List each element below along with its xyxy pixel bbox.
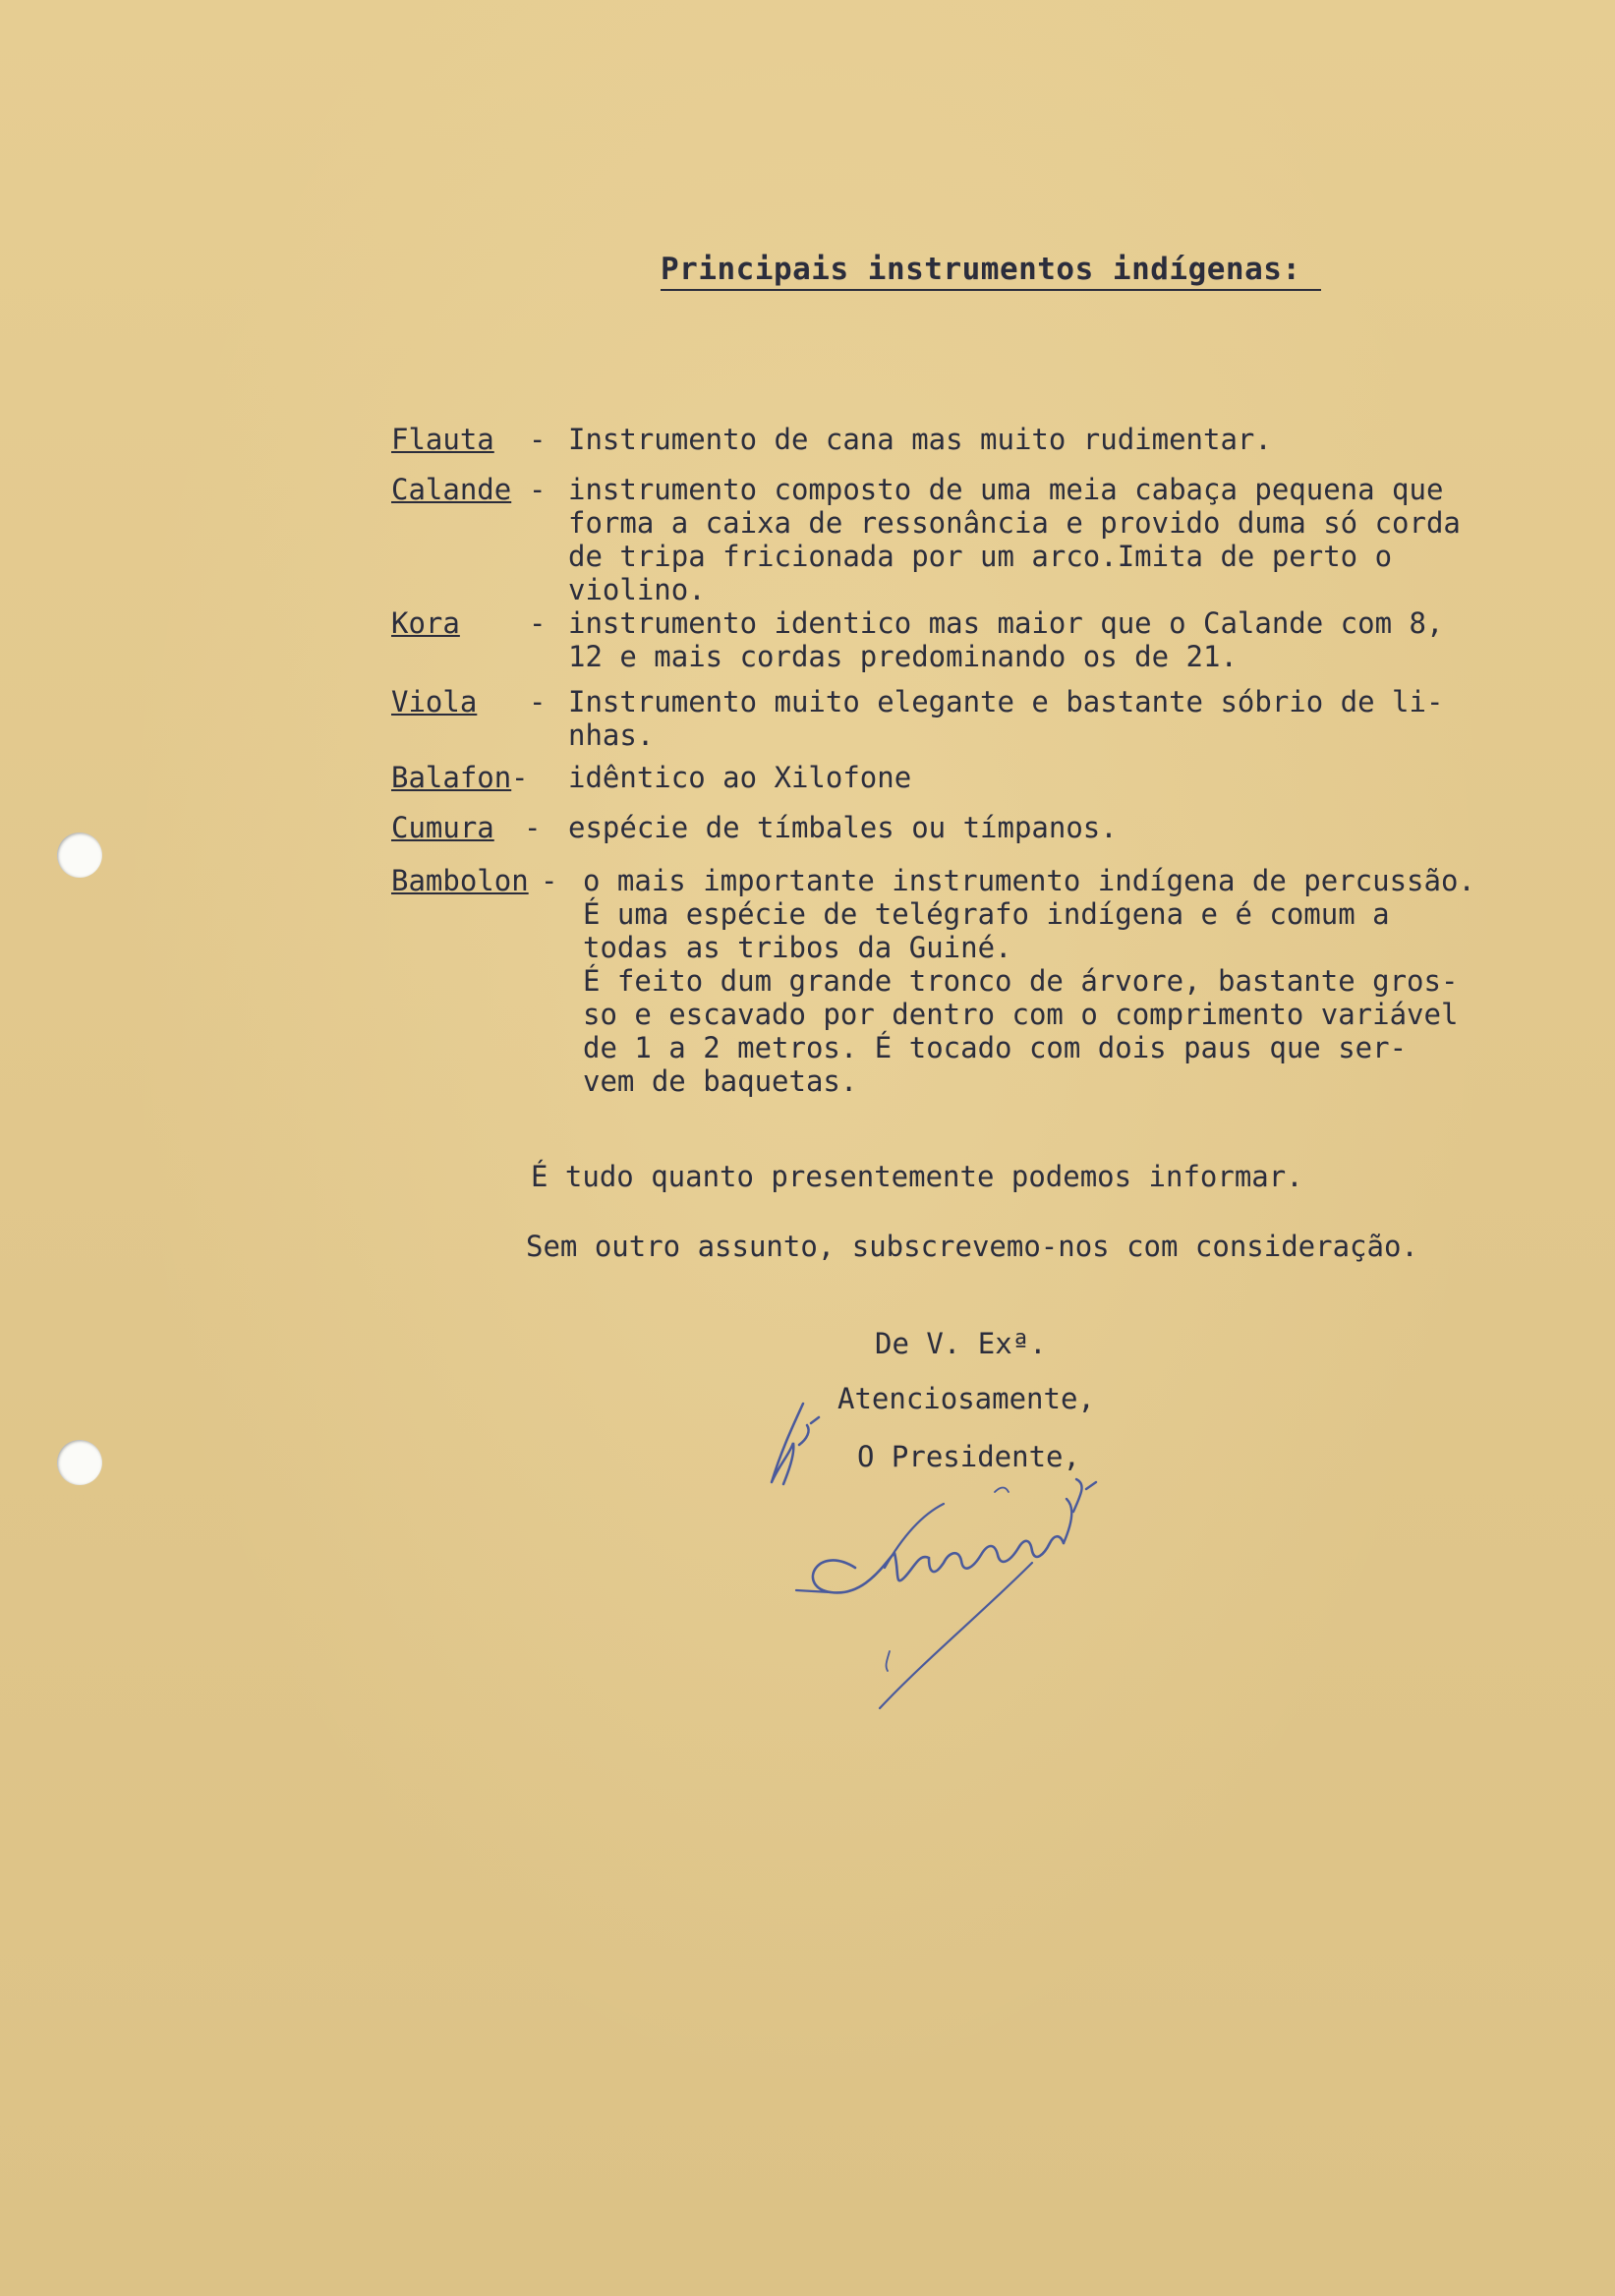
salutation-line-1: De V. Exª.	[875, 1327, 1047, 1360]
entry-description: o mais importante instrumento indígena de percussão. É uma espécie de telégrafo indígena e é comum a todas as tribos da Guiné. É feito dum grande tronco de árvore, bastante gros- so e escavado por dentro com o comprimento variável de 1 a 2 metros. É tocado com dois paus que ser- vem de baquetas.	[583, 864, 1475, 1098]
entry-term: Bambolon	[391, 864, 529, 897]
entry-description: instrumento composto de uma meia cabaça pequena que forma a caixa de ressonância e provido duma só corda de tripa fricionada por um arco.Imita de perto o violino.	[568, 473, 1461, 606]
entry-term: Calande	[391, 473, 512, 506]
entry-term: Kora	[391, 606, 460, 640]
document-title: Principais instrumentos indígenas:	[661, 252, 1301, 287]
president-signature	[737, 1396, 1170, 1730]
entry-dash: -	[529, 606, 547, 640]
entry-dash: -	[529, 473, 547, 506]
entry-term: Balafon	[391, 761, 512, 794]
entry-dash: -	[524, 811, 542, 844]
entry-description: espécie de tímbales ou tímpanos.	[568, 811, 1118, 844]
entry-dash: -	[529, 423, 547, 456]
entry-dash: -	[529, 685, 547, 718]
closing-line-2: Sem outro assunto, subscrevemo-nos com consideração.	[526, 1230, 1418, 1263]
entry-description: instrumento identico mas maior que o Calande com 8, 12 e mais cordas predominando os de 21.	[568, 606, 1444, 673]
entry-dash: -	[541, 864, 558, 897]
entry-description: idêntico ao Xilofone	[568, 761, 912, 794]
entry-term: Flauta	[391, 423, 494, 456]
entry-description: Instrumento muito elegante e bastante sóbrio de li- nhas.	[568, 685, 1444, 752]
entry-dash: -	[511, 761, 529, 794]
title-underline	[661, 289, 1321, 291]
entry-term: Cumura	[391, 811, 494, 844]
salutation-line-3: O Presidente,	[857, 1440, 1080, 1473]
punch-hole-top	[57, 832, 102, 878]
entry-term: Viola	[391, 685, 478, 718]
salutation-line-2: Atenciosamente,	[837, 1382, 1095, 1415]
punch-hole-bottom	[57, 1440, 102, 1485]
closing-line-1: É tudo quanto presentemente podemos informar.	[531, 1160, 1303, 1193]
entry-description: Instrumento de cana mas muito rudimentar.	[568, 423, 1272, 456]
